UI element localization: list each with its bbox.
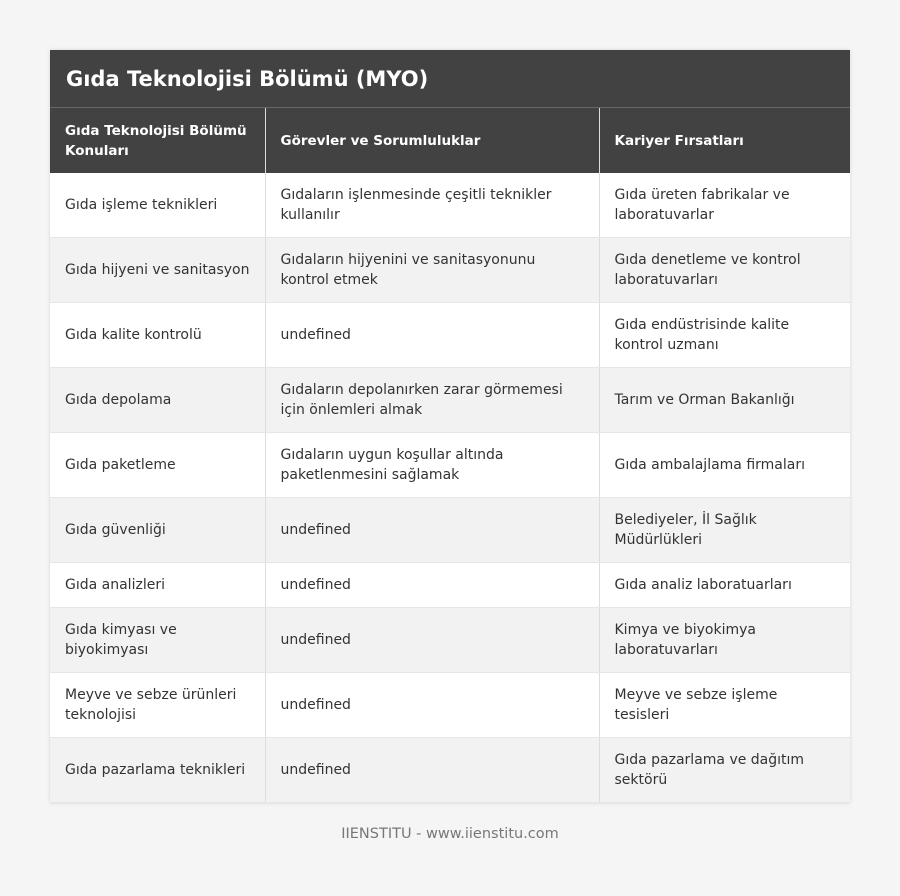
cell-career: Kimya ve biyokimya laboratuvarları — [599, 608, 850, 673]
table-row — [50, 368, 850, 433]
cell-topic: Gıda kalite kontrolü — [50, 303, 265, 368]
header-topics: Gıda Teknolojisi Bölümü Konuları — [50, 108, 265, 173]
cell-duty: undefined — [265, 738, 599, 803]
cell-topic: Gıda pazarlama teknikleri — [50, 738, 265, 803]
table-row — [50, 433, 850, 498]
cell-career: Gıda analiz laboratuarları — [599, 563, 850, 608]
cell-topic: Gıda paketleme — [50, 433, 265, 498]
table-row — [50, 673, 850, 738]
cell-duty: undefined — [265, 563, 599, 608]
cell-duty: undefined — [265, 673, 599, 738]
cell-duty: Gıdaların hijyenini ve sanitasyonunu kontrol etmek — [265, 238, 599, 303]
footer-credit: IIENSTITU - www.iienstitu.com — [341, 826, 559, 842]
cell-topic: Gıda kimyası ve biyokimyası — [50, 608, 265, 673]
cell-duty: Gıdaların uygun koşullar altında paketlenmesini sağlamak — [265, 433, 599, 498]
cell-topic: Meyve ve sebze ürünleri teknolojisi — [50, 673, 265, 738]
cell-topic: Gıda analizleri — [50, 563, 265, 608]
cell-duty: undefined — [265, 498, 599, 563]
table-row — [50, 303, 850, 368]
table-row — [50, 563, 850, 608]
cell-topic: Gıda hijyeni ve sanitasyon — [50, 238, 265, 303]
cell-career: Tarım ve Orman Bakanlığı — [599, 368, 850, 433]
cell-duty: undefined — [265, 608, 599, 673]
table-row — [50, 498, 850, 563]
cell-career: Belediyeler, İl Sağlık Müdürlükleri — [599, 498, 850, 563]
header-careers: Kariyer Fırsatları — [599, 108, 850, 173]
header-row — [50, 108, 850, 173]
cell-topic: Gıda güvenliği — [50, 498, 265, 563]
cell-topic: Gıda işleme teknikleri — [50, 173, 265, 238]
cell-topic: Gıda depolama — [50, 368, 265, 433]
table-row — [50, 238, 850, 303]
table-row — [50, 738, 850, 803]
table-card — [50, 50, 850, 803]
table-row — [50, 608, 850, 673]
data-table — [50, 108, 850, 803]
table-row — [50, 173, 850, 238]
cell-career: Gıda ambalajlama firmaları — [599, 433, 850, 498]
cell-career: Gıda endüstrisinde kalite kontrol uzmanı — [599, 303, 850, 368]
header-duties: Görevler ve Sorumluluklar — [265, 108, 599, 173]
cell-duty: Gıdaların depolanırken zarar görmemesi için önlemleri almak — [265, 368, 599, 433]
cell-career: Meyve ve sebze işleme tesisleri — [599, 673, 850, 738]
cell-duty: undefined — [265, 303, 599, 368]
cell-career: Gıda denetleme ve kontrol laboratuvarları — [599, 238, 850, 303]
cell-career: Gıda üreten fabrikalar ve laboratuvarlar — [599, 173, 850, 238]
cell-career: Gıda pazarlama ve dağıtım sektörü — [599, 738, 850, 803]
cell-duty: Gıdaların işlenmesinde çeşitli teknikler kullanılır — [265, 173, 599, 238]
table-title: Gıda Teknolojisi Bölümü (MYO) — [50, 50, 850, 108]
